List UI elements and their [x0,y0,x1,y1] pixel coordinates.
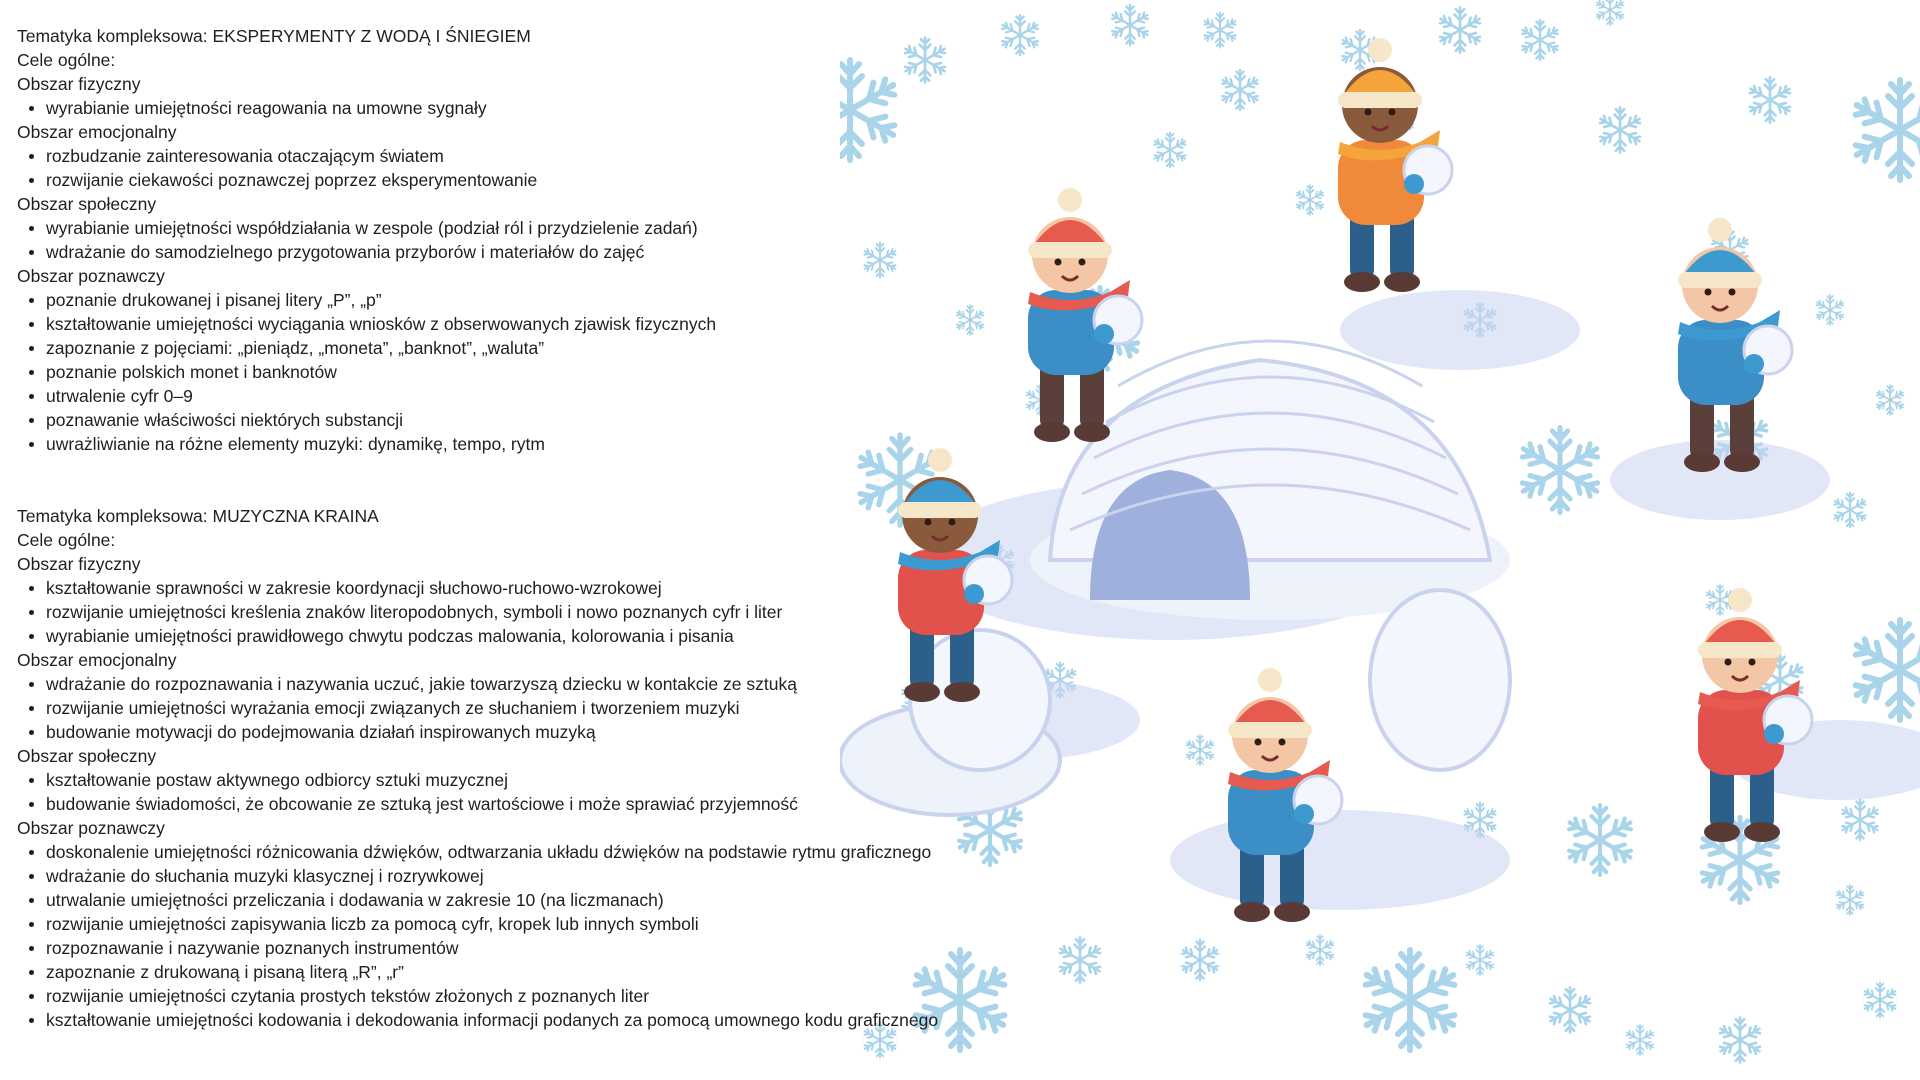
child-boot [1704,822,1740,842]
goal-item: wyrabianie umiejętności prawidłowego chwytu podczas malowania, kolorowania i pisania [17,624,1017,648]
goal-item: poznanie drukowanej i pisanej litery „P”, „p” [17,288,1017,312]
goal-item: kształtowanie postaw aktywnego odbiorcy sztuki muzycznej [17,768,1017,792]
child [1698,588,1812,842]
child-hat-pompom [1058,188,1082,212]
goals-list [17,144,1017,192]
goal-item: rozwijanie umiejętności kreślenia znaków literopodobnych, symboli i nowo poznanych cyfr i liter [17,600,1017,624]
goal-item: uwrażliwianie na różne elementy muzyki: dynamikę, tempo, rytm [17,432,1017,456]
goals-list [17,840,1017,1032]
goal-item: doskonalenie umiejętności różnicowania dźwięków, odtwarzania układu dźwięków na podstawie rytmu graficznego [17,840,1017,864]
goals-list [17,288,1017,456]
snowflake-icon [1465,945,1495,975]
goal-item: zapoznanie z drukowaną i pisaną literą „R”, „r” [17,960,1017,984]
snowflake-icon [1595,0,1625,25]
snowflake-icon [1748,78,1792,123]
goal-item: poznawanie właściwości niektórych substancji [17,408,1017,432]
area-heading: Obszar poznawczy [17,266,165,286]
goal-item: kształtowanie umiejętności kodowania i dekodowania informacji podanych za pomocą umownego kodu graficznego [17,1008,1017,1032]
goals-heading: Cele ogólne: [17,50,116,70]
snowflake-icon [1438,7,1482,52]
child-eye [1725,659,1732,666]
snowflake-icon [1863,983,1898,1018]
goals-heading: Cele ogólne: [17,530,116,550]
child-eye [1729,289,1736,296]
child [1338,38,1452,292]
child-hat-band [1698,642,1782,658]
goals-list [17,216,1017,264]
child-hat-band [1228,722,1312,738]
document-content [17,24,1017,1032]
area-heading: Obszar fizyczny [17,74,141,94]
child-boot [1384,272,1420,292]
theme-title: Tematyka kompleksowa: MUZYCZNA KRAINA [17,506,379,526]
child-eye [1705,289,1712,296]
snowflake-icon [1625,1025,1655,1055]
child-hat-band [1678,272,1762,288]
snowflake-icon [1203,12,1238,47]
child-mitten [1094,324,1114,344]
goal-item: rozpoznawanie i nazywanie poznanych instrumentów [17,936,1017,960]
goal-item: rozwijanie umiejętności czytania prostych tekstów złożonych z poznanych liter [17,984,1017,1008]
goal-item: wdrażanie do samodzielnego przygotowania przyborów i materiałów do zajęć [17,240,1017,264]
theme-section [17,24,1017,456]
child-boot [1724,452,1760,472]
snowflake-icon [1180,940,1219,980]
child-boot [1344,272,1380,292]
snow-shadow [1610,440,1830,520]
child-boot [1274,902,1310,922]
goal-item: utrwalanie umiejętności przeliczania i dodawania w zakresie 10 (na liczmanach) [17,888,1017,912]
child-mitten [1764,724,1784,744]
child-hat-band [1028,242,1112,258]
child-eye [1055,259,1062,266]
child-boot [1234,902,1270,922]
snow-stack [1370,590,1510,770]
goal-item: kształtowanie sprawności w zakresie koordynacji słuchowo-ruchowo-wzrokowej [17,576,1017,600]
snowflake-icon [1220,70,1259,110]
goal-item: wyrabianie umiejętności reagowania na umowne sygnały [17,96,1017,120]
goal-item: rozbudzanie zainteresowania otaczającym światem [17,144,1017,168]
child-boot [1074,422,1110,442]
child-eye [1749,659,1756,666]
goal-item: rozwijanie umiejętności wyrażania emocji związanych ze słuchaniem i tworzeniem muzyki [17,696,1017,720]
snowflake-icon [1598,108,1642,153]
area-heading: Obszar emocjonalny [17,650,177,670]
goals-list [17,768,1017,816]
goal-item: utrwalenie cyfr 0–9 [17,384,1017,408]
goal-item: rozwijanie ciekawości poznawczej poprzez eksperymentowanie [17,168,1017,192]
child-mitten [1294,804,1314,824]
child-eye [1079,259,1086,266]
area-heading: Obszar społeczny [17,746,157,766]
snowflake-icon [1548,988,1592,1033]
snowflake-icon [1840,800,1879,840]
goal-item: budowanie motywacji do podejmowania działań inspirowanych muzyką [17,720,1017,744]
snowflake-icon [1875,385,1905,415]
area-heading: Obszar społeczny [17,194,157,214]
theme-title: Tematyka kompleksowa: EKSPERYMENTY Z WODĄ I ŚNIEGIEM [17,26,531,46]
child-boot [1034,422,1070,442]
child-hat-pompom [1258,668,1282,692]
child-eye [1279,739,1286,746]
area-heading: Obszar emocjonalny [17,122,177,142]
snowflake-icon [1518,428,1602,513]
snowflake-icon [1833,493,1868,528]
child-mitten [1404,174,1424,194]
goals-list [17,576,1017,648]
child-eye [1255,739,1262,746]
area-heading: Obszar fizyczny [17,554,141,574]
snowflake-icon [1815,295,1845,325]
child-eye [1389,109,1396,116]
child-hat-pompom [1368,38,1392,62]
child-hat-pompom [1728,588,1752,612]
child [1678,218,1792,472]
child-hat-pompom [1708,218,1732,242]
area-heading: Obszar poznawczy [17,818,165,838]
snowflake-icon [1851,620,1920,720]
snowflake-icon [1718,1018,1762,1063]
snowflake-icon [1565,805,1634,875]
goals-list [17,96,1017,120]
snowflake-icon [1153,133,1188,168]
goal-item: budowanie świadomości, że obcowanie ze sztuką jest wartościowe i może sprawiać przyjemność [17,792,1017,816]
snowflake-icon [1520,20,1559,60]
snow-shadow [1170,810,1510,910]
snowflake-icon [1058,938,1102,983]
snowflake-icon [1835,885,1865,915]
goal-item: zapoznanie z pojęciami: „pieniądz, „moneta”, „banknot”, „waluta” [17,336,1017,360]
goal-item: poznanie polskich monet i banknotów [17,360,1017,384]
goal-item: wdrażanie do słuchania muzyki klasycznej i rozrywkowej [17,864,1017,888]
child-boot [1684,452,1720,472]
child-boot [1744,822,1780,842]
child [1028,188,1142,442]
goal-item: wdrażanie do rozpoznawania i nazywania uczuć, jakie towarzyszą dziecku w kontakcie ze sztuką [17,672,1017,696]
child-hat-band [1338,92,1422,108]
child-eye [1365,109,1372,116]
goal-item: wyrabianie umiejętności współdziałania w zespole (podział ról i przydzielenie zadań) [17,216,1017,240]
goals-list [17,672,1017,744]
snowflake-icon [1295,185,1325,215]
snowflake-icon [1851,80,1920,180]
child-mitten [1744,354,1764,374]
snowflake-icon [1305,935,1335,965]
snowflake-icon [1110,5,1149,45]
goal-item: kształtowanie umiejętności wyciągania wniosków z obserwowanych zjawisk fizycznych [17,312,1017,336]
snow-shadow [1340,290,1580,370]
snowflake-icon [1185,735,1215,765]
goal-item: rozwijanie umiejętności zapisywania liczb za pomocą cyfr, kropek lub innych symboli [17,912,1017,936]
snowflake-icon [1361,950,1460,1050]
theme-section [17,504,1017,1032]
